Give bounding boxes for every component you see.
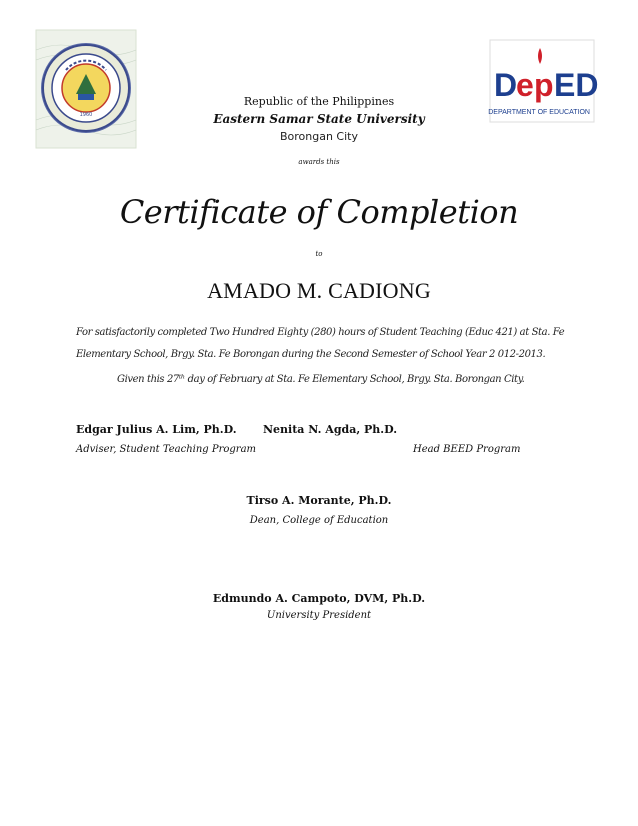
certificate-title: Certificate of Completion: [119, 193, 519, 231]
seal-year: 1960: [79, 112, 93, 118]
svg-text:p: p: [534, 67, 554, 103]
signatory-3-name: Tirso A. Morante, Ph.D.: [246, 494, 392, 507]
signatory-2-name: Nenita N. Agda, Ph.D.: [263, 423, 398, 436]
signatory-1-title: Adviser, Student Teaching Program: [76, 444, 257, 455]
university-name: Eastern Samar State University: [213, 112, 425, 126]
recipient-name: AMADO M. CADIONG: [207, 278, 431, 303]
deped-logo: [488, 40, 599, 122]
svg-text:D: D: [494, 67, 518, 103]
to-line: to: [315, 250, 323, 258]
svg-text:ED: ED: [554, 67, 599, 103]
signatory-1-name: Edgar Julius A. Lim, Ph.D.: [76, 423, 237, 436]
completion-statement: For satisfactorily completed Two Hundred Eighty (280) hours of Student Teaching (Educ 421) at Sta. Fe Elementary School, Brgy. Sta. Fe Borongan during the Second Semester of School Year 2 012-2013.: [76, 327, 565, 360]
signatory-4-name: Edmundo A. Campoto, DVM, Ph.D.: [212, 592, 426, 605]
awards-line: awards this: [298, 158, 340, 166]
republic-line: Republic of the Philippines: [243, 95, 395, 108]
signatory-3-title: Dean, College of Education: [249, 515, 389, 526]
city-line: Borongan City: [279, 130, 358, 143]
deped-subtitle: DEPARTMENT OF EDUCATION: [488, 109, 590, 116]
signatory-2-title: Head BEED Program: [413, 444, 521, 455]
given-date-line: Given this 27ᵗʰ day of February at Sta. Fe Elementary School, Brgy. Sta. Borongan City.: [117, 374, 525, 385]
signatory-4-title: University President: [266, 610, 372, 621]
svg-text:e: e: [516, 67, 534, 103]
